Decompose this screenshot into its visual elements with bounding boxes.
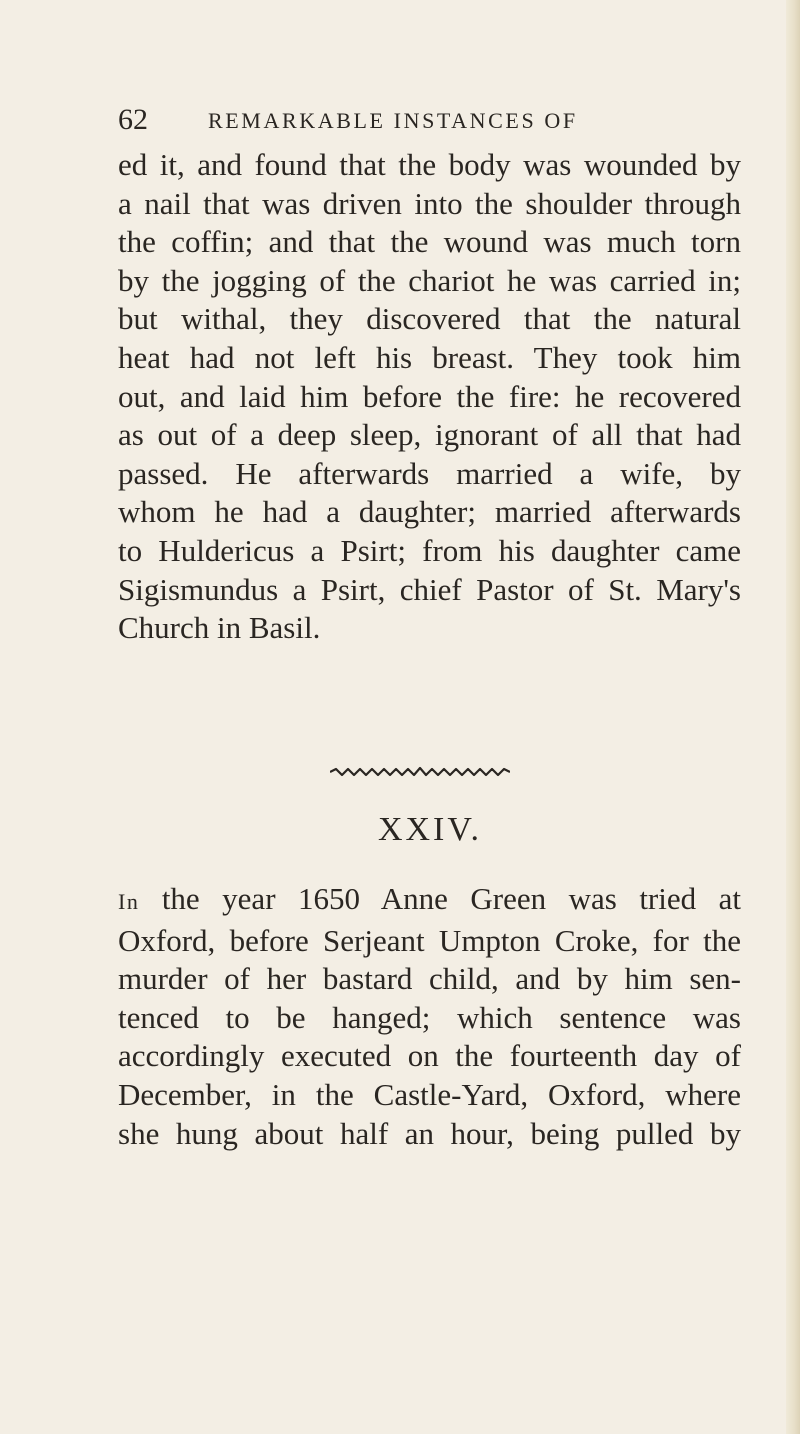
text-line: ed it, and found that the body was wounded by — [118, 147, 741, 182]
text-line: murder of her bastard child, and by him sen- — [118, 961, 741, 997]
initial-word: In — [118, 889, 140, 914]
page-number: 62 — [118, 103, 148, 136]
text-line: she hung about half an hour, being pulled by — [118, 1115, 741, 1151]
page-edge — [786, 0, 800, 1434]
running-head — [118, 100, 738, 140]
text-line: out, and laid him before the fire: he recovered — [118, 378, 741, 414]
text-line: accordingly executed on the fourteenth day of — [118, 1038, 741, 1074]
text-line: the coffin; and that the wound was much torn — [118, 224, 741, 260]
text-line: whom he had a daughter; married afterwards — [118, 494, 741, 530]
first-line-text: the year 1650 Anne Green was tried at — [139, 881, 741, 916]
text-line-first — [118, 880, 741, 922]
section-divider-ornament — [330, 766, 510, 778]
text-line: tenced to be hanged; which sentence was — [118, 999, 741, 1035]
text-line: a nail that was driven into the shoulder through — [118, 185, 741, 221]
paragraph-continued — [118, 146, 741, 648]
text-line: heat had not left his breast. They took him — [118, 339, 741, 375]
text-line: to Huldericus a Psirt; from his daughter came — [118, 532, 741, 568]
running-head-title: REMARKABLE INSTANCES OF — [208, 108, 578, 133]
paragraph-section-xxiv — [118, 880, 741, 1153]
text-line: but withal, they discovered that the natural — [118, 301, 741, 337]
section-number: XXIV. — [377, 811, 483, 848]
text-line: Oxford, before Serjeant Umpton Croke, for the — [118, 922, 741, 958]
text-line: December, in the Castle-Yard, Oxford, where — [118, 1076, 741, 1112]
text-line: passed. He afterwards married a wife, by — [118, 455, 741, 491]
text-line: by the jogging of the chariot he was carried in; — [118, 262, 741, 298]
text-line: Church in Basil. — [118, 610, 321, 646]
text-line: as out of a deep sleep, ignorant of all that had — [118, 417, 741, 453]
text-line: Sigismundus a Psirt, chief Pastor of St. Mary's — [118, 571, 741, 607]
